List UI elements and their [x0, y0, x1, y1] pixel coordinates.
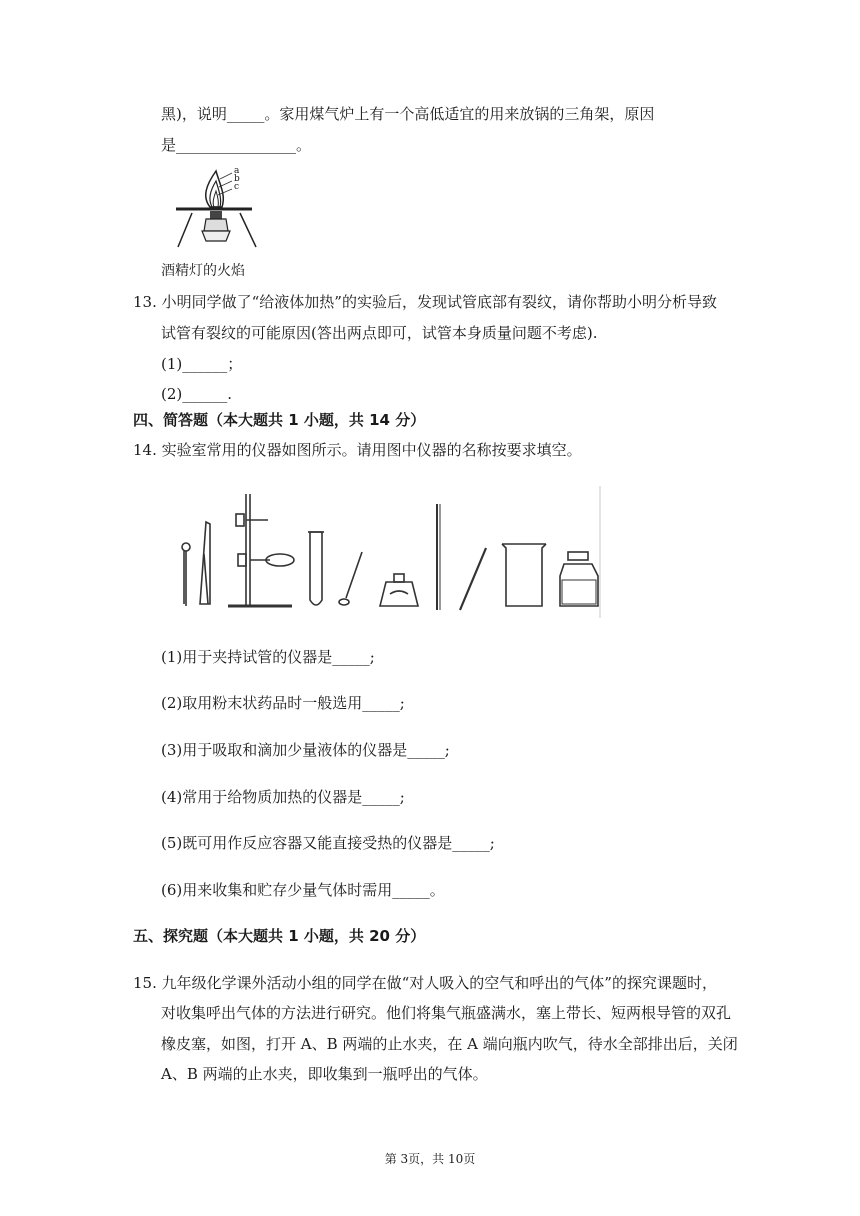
q13-blank-2: (2)______. [161, 385, 233, 403]
beaker [502, 544, 546, 606]
dropper-bulb [182, 543, 190, 551]
flame-label-c: c [234, 182, 240, 192]
q12-text-line2: 是________________。 [161, 136, 312, 154]
q15-stem-line4: A、B 两端的止水夹，即收集到一瓶呼出的气体。 [161, 1065, 488, 1083]
q14-item-1: (1)用于夹持试管的仪器是_____; [161, 648, 375, 666]
q14-item-6: (6)用来收集和贮存少量气体时需用_____。 [161, 881, 445, 899]
q13-stem-line2: 试管有裂纹的可能原因(答出两点即可，试管本身质量问题不考虑). [161, 324, 598, 342]
flame-label-b: b [234, 174, 240, 184]
q15-stem-line1: 15. 九年级化学课外活动小组的同学在做“对人吸入的空气和呼出的气体”的探究课题时， [133, 974, 717, 992]
alcohol-lamp-flame-figure [172, 167, 272, 255]
q14-item-3: (3)用于吸取和滴加少量液体的仪器是_____; [161, 741, 450, 759]
q14-item-4: (4)常用于给物质加热的仪器是_____; [161, 788, 405, 806]
test-tube [310, 532, 322, 605]
q15-stem-line3: 橡皮塞，如图，打开 A、B 两端的止水夹，在 A 端向瓶内吹气，待水全部排出后，关闭 [161, 1035, 738, 1053]
gas-bottle-neck [568, 552, 588, 560]
lab-instruments-figure [170, 484, 610, 620]
q15-stem-line2: 对收集呼出气体的方法进行研究。他们将集气瓶盛满水，塞上带长、短两根导管的双孔 [161, 1004, 732, 1022]
thin-rod [460, 548, 486, 610]
section-5-title: 五、探究题（本大题共 1 小题，共 20 分） [133, 927, 426, 945]
alcohol-lamp-cap [394, 574, 404, 582]
q14-item-2: (2)取用粉末状药品时一般选用_____; [161, 694, 405, 712]
flame-label-a: a [234, 166, 240, 176]
q14-stem: 14. 实验室常用的仪器如图所示。请用图中仪器的名称按要求填空。 [133, 441, 582, 459]
section-4-title: 四、简答题（本大题共 1 小题，共 14 分） [133, 411, 426, 429]
q13-blank-1: (1)______； [161, 355, 243, 373]
gas-bottle-body [560, 564, 598, 606]
q12-text-line1: 黑)，说明_____。家用煤气炉上有一个高低适宜的用来放锅的三角架，原因 [161, 105, 655, 123]
q13-stem-line1: 13. 小明同学做了“给液体加热”的实验后，发现试管底部有裂纹，请你帮助小明分析导致 [133, 293, 717, 311]
figure-caption: 酒精灯的火焰 [161, 263, 245, 279]
page-number: 第 3页，共 10页 [384, 1152, 476, 1166]
medicine-spoon [346, 552, 362, 598]
q14-item-5: (5)既可用作反应容器又能直接受热的仪器是_____; [161, 834, 495, 852]
